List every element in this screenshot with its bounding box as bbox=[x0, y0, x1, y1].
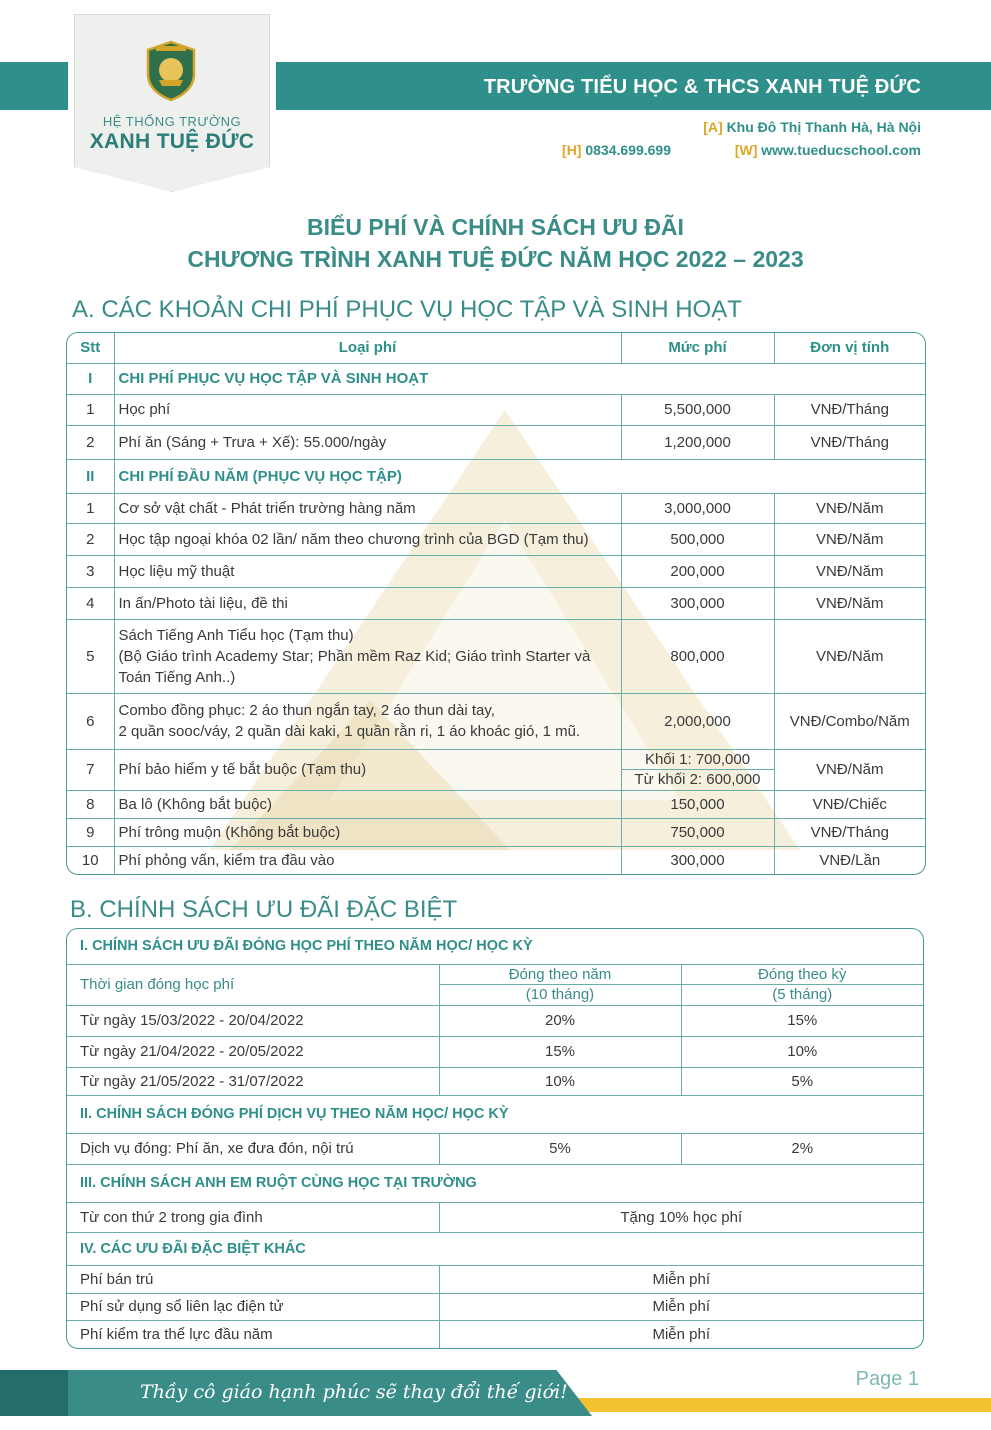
table-row: 5 Sách Tiếng Anh Tiểu học (Tạm thu) (Bộ Giáo trình Academy Star; Phần mềm Raz Kid; Giáo trình Starter và Toán Tiếng Anh..) 800,000 VNĐ/Năm bbox=[67, 619, 925, 693]
address-line bbox=[703, 119, 921, 135]
phone-tag: [H] bbox=[562, 142, 582, 158]
table-row: 8 Ba lô (Không bắt buộc) 150,000 VNĐ/Chiếc bbox=[67, 790, 925, 818]
table-row: 4 In ấn/Photo tài liệu, đề thi 300,000 VNĐ/Năm bbox=[67, 587, 925, 619]
address-tag: [A] bbox=[703, 119, 723, 135]
table-row: Từ ngày 21/05/2022 - 31/07/2022 10% 5% bbox=[67, 1067, 923, 1095]
table-row: Từ ngày 15/03/2022 - 20/04/2022 20% 15% bbox=[67, 1005, 923, 1036]
table-row: 7 Phí bảo hiểm y tế bắt buộc (Tạm thu) Khối 1: 700,000 Từ khối 2: 600,000 VNĐ/Năm bbox=[67, 749, 925, 790]
footer-dark-block bbox=[0, 1370, 68, 1416]
policy-table bbox=[66, 928, 924, 1349]
web-tag: [W] bbox=[734, 142, 758, 158]
web-line bbox=[735, 142, 921, 158]
table-row: 6 Combo đồng phục: 2 áo thun ngắn tay, 2 áo thun dài tay, 2 quần sooc/váy, 2 quần dài kaki, 1 quần rằn ri, 1 áo khoác gió, 1 mũ. 2,000,000 VNĐ/Combo/Năm bbox=[67, 693, 925, 749]
policy-section-header: IV. CÁC ƯU ĐÃI ĐẶC BIỆT KHÁC bbox=[67, 1232, 923, 1265]
school-crest-icon bbox=[144, 40, 198, 102]
table-row: 3 Học liệu mỹ thuật 200,000 VNĐ/Năm bbox=[67, 555, 925, 587]
section-a-heading: A. CÁC KHOẢN CHI PHÍ PHỤC VỤ HỌC TẬP VÀ SINH HOẠT bbox=[72, 296, 742, 323]
policy-section-header: II. CHÍNH SÁCH ĐÓNG PHÍ DỊCH VỤ THEO NĂM HỌC/ HỌC KỲ bbox=[67, 1095, 923, 1133]
logo-main-text: XANH TUỆ ĐỨC bbox=[89, 130, 255, 153]
table-row: Từ con thứ 2 trong gia đình Tặng 10% học phí bbox=[67, 1202, 923, 1232]
web-link[interactable]: www.tueducschool.com bbox=[761, 142, 921, 158]
table-row: Thời gian đóng học phí Đóng theo năm (10 tháng) Đóng theo kỳ (5 tháng) bbox=[67, 964, 923, 1005]
table-row: 2 Học tập ngoại khóa 02 lần/ năm theo chương trình của BGD (Tạm thu) 500,000 VNĐ/Năm bbox=[67, 523, 925, 555]
footer-yellow-bar bbox=[560, 1398, 991, 1412]
col-type: Loại phí bbox=[114, 333, 621, 363]
group-row: II CHI PHÍ ĐẦU NĂM (PHỤC VỤ HỌC TẬP) bbox=[67, 459, 925, 493]
address-text: Khu Đô Thị Thanh Hà, Hà Nội bbox=[726, 119, 921, 135]
table-header-row bbox=[67, 333, 925, 363]
phone-text: 0834.699.699 bbox=[585, 142, 671, 158]
phone-line bbox=[562, 142, 671, 158]
table-row: 1 Học phí 5,500,000 VNĐ/Tháng bbox=[67, 394, 925, 425]
table-row: Dịch vụ đóng: Phí ăn, xe đưa đón, nội trú 5% 2% bbox=[67, 1133, 923, 1164]
school-name: TRƯỜNG TIỂU HỌC & THCS XANH TUỆ ĐỨC bbox=[483, 76, 921, 98]
doc-title-line1: BIỂU PHÍ VÀ CHÍNH SÁCH ƯU ĐÃI bbox=[307, 214, 684, 240]
section-b-heading: B. CHÍNH SÁCH ƯU ĐÃI ĐẶC BIỆT bbox=[70, 896, 458, 923]
table-row: 2 Phí ăn (Sáng + Trưa + Xế): 55.000/ngày 1,200,000 VNĐ/Tháng bbox=[67, 425, 925, 459]
header-bar-left bbox=[0, 62, 68, 110]
table-row: 9 Phí trông muộn (Không bắt buộc) 750,000 VNĐ/Tháng bbox=[67, 818, 925, 846]
footer-slogan: Thầy cô giáo hạnh phúc sẽ thay đổi thế giới! bbox=[140, 1381, 568, 1403]
table-row: Phí bán trú Miễn phí bbox=[67, 1265, 923, 1293]
table-row: 10 Phí phỏng vấn, kiểm tra đầu vào 300,000 VNĐ/Lần bbox=[67, 846, 925, 874]
col-fee: Mức phí bbox=[621, 333, 774, 363]
policy-section-header: I. CHÍNH SÁCH ƯU ĐÃI ĐÓNG HỌC PHÍ THEO NĂM HỌC/ HỌC KỲ bbox=[67, 929, 923, 964]
col-stt: Stt bbox=[67, 333, 114, 363]
table-row: 1 Cơ sở vật chất - Phát triển trường hàng năm 3,000,000 VNĐ/Năm bbox=[67, 493, 925, 523]
table-row: Phí sử dụng sổ liên lạc điện tử Miễn phí bbox=[67, 1293, 923, 1320]
page-number: Page 1 bbox=[855, 1368, 919, 1390]
table-row: Phí kiểm tra thể lực đầu năm Miễn phí bbox=[67, 1320, 923, 1348]
col-unit: Đơn vị tính bbox=[774, 333, 925, 363]
doc-title-line2: CHƯƠNG TRÌNH XANH TUỆ ĐỨC NĂM HỌC 2022 – 2023 bbox=[187, 246, 804, 272]
logo-top-text: HỆ THỐNG TRƯỜNG bbox=[102, 114, 242, 129]
fee-table bbox=[66, 332, 926, 875]
table-row: Từ ngày 21/04/2022 - 20/05/2022 15% 10% bbox=[67, 1036, 923, 1067]
group-row: I CHI PHÍ PHỤC VỤ HỌC TẬP VÀ SINH HOẠT bbox=[67, 363, 925, 394]
policy-section-header: III. CHÍNH SÁCH ANH EM RUỘT CÙNG HỌC TẠI TRƯỜNG bbox=[67, 1164, 923, 1202]
